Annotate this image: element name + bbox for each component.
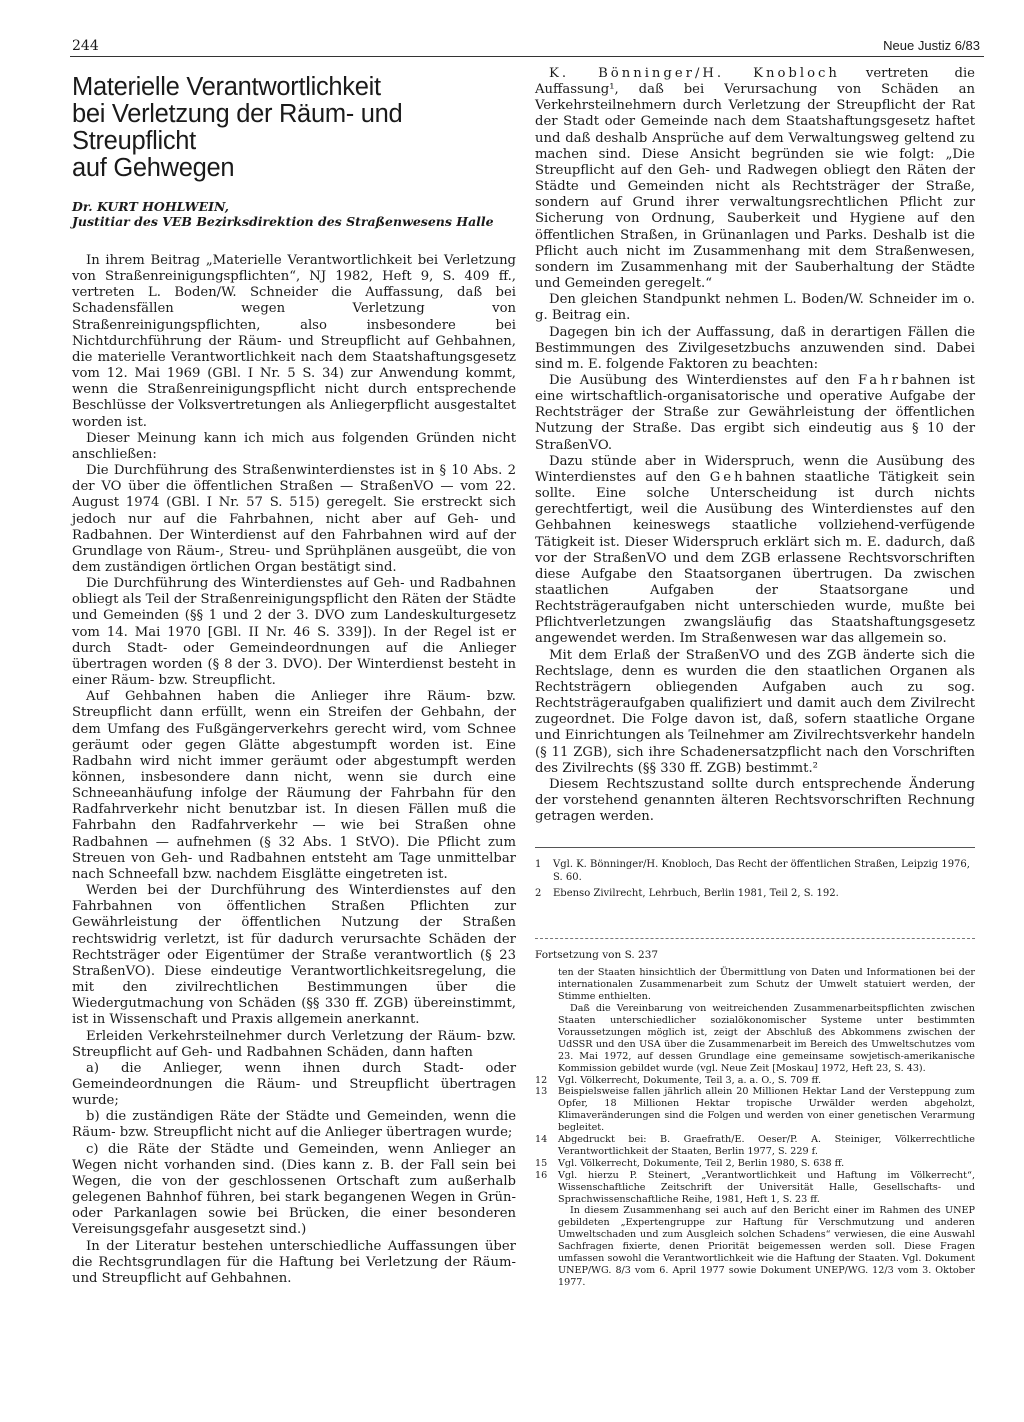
continuation-note — [535, 1086, 975, 1134]
note-number: 13 — [535, 1086, 548, 1098]
continuation-note — [535, 1075, 975, 1087]
title-line: bei Verletzung der Räum- und Streupflicht — [72, 100, 403, 155]
paragraph: Dagegen bin ich der Auffassung, daß in derartigen Fällen die Bestimmungen des Zivilgesetzbuchs anzuwenden sind. Dabei sind m. E. folgende Faktoren zu beachten: — [535, 324, 975, 372]
paragraph: Auf Gehbahnen haben die Anlieger ihre Räum- bzw. Streupflicht dann erfüllt, wenn ein Streifen der Gehbahn, der dem Umfang des Fußgängerverkehrs gerecht wird, vom Schnee geräumt oder gegen Glätte abgestumpft worden ist. Eine Radbahn wird nicht immer geräumt oder abgestumpft werden können, insbesondere dann nicht, wenn sie durch eine Schneeanhäufung infolge der Räumung der Fahrbahn für den Radfahrverkehr nicht benutzbar ist. In diesen Fällen muß die Fahrbahn den Radfahrverkehr — wie bei Straßen ohne Radbahnen — aufnehmen (§ 32 Abs. 1 StVO). Die Pflicht zum Streuen von Geh- und Radbahnen entsteht am Tage unmittelbar nach Schneefall bzw. nachdem Eisglätte eingetreten ist. — [72, 689, 516, 882]
paragraph: Mit dem Erlaß der StraßenVO und des ZGB änderte sich die Rechtslage, denn es wurden die den staatlichen Organen als Rechtsträgern obliegenden Aufgaben auch zu sog. Rechtsträgeraufgaben qualifiziert und damit auch dem Zivilrecht zugeordnet. Die Folge davon ist, daß, sofern staatliche Organe und Einrichtungen als Teilnehmer am Zivilrechtsverkehr handeln (§ 11 ZGB), sich ihre Schadenersatzpflicht nach den Vorschriften des Zivilrechts (§§ 330 ff. ZGB) bestimmt.² — [535, 647, 975, 776]
footnote-number: 1 — [535, 859, 542, 871]
paragraph: Die Durchführung des Straßenwinterdienstes ist in § 10 Abs. 2 der VO über die öffentlichen Straßen — StraßenVO — vom 22. August 1974 (GBl. I Nr. 57 S. 515) geregelt. Sie erstreckt sich jedoch nur auf die Fahrbahnen, nicht aber auf Geh- und Radbahnen. Der Winterdienst auf den Fahrbahnen wird auf der Grundlage von Räum-, Streu- und Sprühplänen ausgeübt, die von dem zuständigen örtlichen Organ bestätigt sind. — [72, 463, 516, 575]
note-text: Beispielsweise fallen jährlich allein 20 Millionen Hektar Land der Versteppung zum Opfer, 18 Millionen Hektar tropische Urwälder werden abgeholzt, Klimaveränderungen sind die Folgen und werden von einer genetischen Verarmung begleitet. — [558, 1086, 975, 1134]
right-column — [535, 66, 975, 1289]
paragraph-text: bahnen ist eine wirtschaftlich-organisatorische und operative Aufgabe der Rechtsträger der Straße zur Gewährleistung der öffentlichen Nutzung der Straße. Das ergibt sich eindeutig aus § 10 der StraßenVO. — [535, 372, 975, 453]
list-item-text: die Anlieger, wenn ihnen durch Stadt- oder Gemeindeordnungen die Räum- und Streupflicht übertragen wurde; — [72, 1060, 516, 1109]
paragraph: Erleiden Verkehrsteilnehmer durch Verletzung der Räum- bzw. Streupflicht auf Geh- und Radbahnen Schäden, dann haften — [72, 1028, 516, 1060]
note-text: Vgl. hierzu P. Steinert, „Verantwortlichkeit und Haftung im Völkerrecht“, Wissenschaftliche Zeitschrift der Universität Halle, Gesellschafts- und Sprachwissenschaftliche Reihe, 1981, Heft 1, S. 23 ff. — [558, 1169, 975, 1205]
paragraph-text: Die Ausübung des Winterdienstes auf den — [549, 372, 858, 388]
cited-authors: K. Bönninger/H. Knobloch — [549, 66, 840, 81]
list-item-label: c) — [86, 1141, 99, 1157]
note-text: Vgl. Völkerrecht, Dokumente, Teil 3, a. a. O., S. 709 ff. — [558, 1074, 822, 1086]
continuation-paragraph: ten der Staaten hinsichtlich der Übermittlung von Daten und Informationen bei der internationalen Zusammenarbeit zum Schutz der Umwelt statuiert werden, der Stimme enthielten. — [558, 967, 975, 1003]
note-number: 15 — [535, 1157, 548, 1169]
header-rule — [70, 56, 984, 57]
footnotes — [535, 858, 975, 900]
left-column — [72, 66, 516, 1287]
footnote-text: Vgl. K. Bönninger/H. Knobloch, Das Recht der öffentlichen Straßen, Leipzig 1976, S. 60. — [553, 859, 970, 884]
paragraph-text: vertreten die Auffassung¹, daß bei Verursachung von Schäden an Verkehrsteilnehmern durch Verletzung der Streupflicht der Rat der Stadt oder Gemeinde nach dem Staatshaftungsgesetz haftet und daß deshalb Ansprüche auf dem Verwaltungsweg geltend zu machen sind. Diese Ansicht begründen sie wie folgt: „Die Streupflicht auf den Geh- und Radwegen obliegt den Räten der Städte und Gemeinden nicht als Rechtsträger der Straße, sondern auf Grund ihrer verwaltungsrechtlichen Pflicht zur Sicherung von Ordnung, Sauberkeit und Hygiene auf den öffentlichen Straßen, in Grünanlagen und Parks. Deshalb ist die Pflicht auch nicht im Zusammenhang mit dem Straßenwesen, sondern im Zusammenhang mit der Sauberhaltung der Städte und Gemeinden geregelt.“ — [535, 66, 975, 292]
list-item — [72, 1109, 516, 1141]
paragraph: Diesem Rechtszustand sollte durch entsprechende Änderung der vorstehend genannten älteren Rechtsvorschriften Rechnung getragen werden. — [535, 776, 975, 825]
article-body-left — [72, 253, 516, 1287]
footnote-rule — [535, 847, 975, 848]
title-line: Materielle Verantwortlichkeit — [72, 73, 381, 101]
article-body-right — [535, 66, 975, 825]
note-number: 14 — [535, 1134, 548, 1146]
footnote — [535, 858, 975, 884]
list-item-label: a) — [86, 1060, 100, 1076]
paragraph: In der Literatur bestehen unterschiedliche Auffassungen über die Rechtsgrundlagen für die Haftung bei Verletzung der Räum- und Streupflicht auf Gehbahnen. — [72, 1238, 516, 1286]
title-line: auf Gehwegen — [72, 154, 235, 182]
paragraph: Dieser Meinung kann ich mich aus folgenden Gründen nicht anschließen: — [72, 430, 516, 462]
note-number: 12 — [535, 1074, 548, 1086]
paragraph: Die Durchführung des Winterdienstes auf Geh- und Radbahnen obliegt als Teil der Straßenreinigungspflicht den Räten der Städte und Gemeinden (§§ 1 und 2 der 3. DVO zum Landeskulturgesetz vom 14. Mai 1970 [GBl. II Nr. 46 S. 339]). In der Regel ist er durch Stadt- oder Gemeindeordnungen auf die Anlieger übertragen worden (§ 8 der 3. DVO). Der Winterdienst besteht in einer Räum- bzw. Streupflicht. — [72, 576, 516, 689]
note-text: Vgl. Völkerrecht, Dokumente, Teil 2, Berlin 1980, S. 638 ff. — [558, 1157, 845, 1169]
continuation-note — [535, 1170, 975, 1206]
paragraph-text: Dazu stünde aber in Widerspruch, wenn die Ausübung des Winterdienstes auf den — [535, 453, 975, 485]
continuation-note — [535, 1158, 975, 1170]
author-affiliation: Justitiar des VEB Bezirksdirektion des Straßenwesens Halle — [72, 214, 494, 229]
list-item-text: die zuständigen Räte der Städte und Gemeinden, wenn die Räum- bzw. Streupflicht nicht auf die Anlieger übertragen wurde; — [72, 1109, 516, 1141]
note-number: 16 — [535, 1169, 548, 1181]
paragraph — [535, 373, 975, 454]
continuation-paragraph: In diesem Zusammenhang sei auch auf den Bericht einer im Rahmen des UNEP gebildeten „Expertengruppe zur Haftung für Verschmutzung und anderen Umweltschaden und zum Ausgleich solchen Schadens“ verwiesen, die eine Auswahl Sachfragen fixierte, denen Priorität beigemessen werden soll. Diese Fragen umfassen sowohl die Verantwortlichkeit wie die Haftung der Staaten. Vgl. Dokument UNEP/WG. 8/3 vom 6. April 1977 sowie Dokument UNEP/WG. 12/3 vom 3. Oktober 1977. — [558, 1205, 975, 1288]
footnote-number: 2 — [535, 888, 542, 900]
paragraph: Den gleichen Standpunkt nehmen L. Boden/W. Schneider im o. g. Beitrag ein. — [535, 292, 975, 324]
author-block — [72, 199, 516, 229]
list-item — [72, 1142, 516, 1239]
emphasis-spaced: Geh — [709, 469, 746, 485]
paragraph: In ihrem Beitrag „Materielle Verantwortlichkeit bei Verletzung von Straßenreinigungspflichten“, NJ 1982, Heft 9, S. 409 ff., vertreten L. Boden/W. Schneider die Auffassung, daß bei Schadensfällen wegen Verletzung von Straßenreinigungspflichten, also insbesondere bei Nichtdurchführung der Räum- und Streupflicht auf Gehbahnen, die materielle Verantwortlichkeit nach dem Staatshaftungsgesetz vom 12. Mai 1969 (GBl. I Nr. 5 S. 34) zur Anwendung kommt, wenn die Straßenreinigungspflicht nicht durch entsprechende Beschlüsse der Volksvertretungen als Anliegerpflicht ausgestaltet worden ist. — [72, 253, 516, 430]
continuation-paragraph: Daß die Vereinbarung von weitreichenden Zusammenarbeitspflichten zwischen Staaten unterschiedlicher sozialökonomischer Systeme unter bestimmten Voraussetzungen möglich ist, zeigt der Abschluß des Abkommens zwischen der UdSSR und den USA über die Zusammenarbeit im Bereich des Umweltschutzes vom 23. Mai 1972, auf dessen Grundlage eine gemeinsame sowjetisch-amerikanische Kommission gebildet wurde (vgl. Neue Zeit [Moskau] 1972, Heft 23, S. 43). — [558, 1003, 975, 1074]
paragraph-text: bahnen staatliche Tätigkeit sein sollte. Eine solche Unterscheidung ist durch nichts gerechtfertigt, weil die Ausübung des Winterdienstes auf den Gehbahnen keineswegs staatliche vollziehend-verfügende Tätigkeit ist. Dieser Widerspruch erklärt sich m. E. dadurch, daß vor der StraßenVO und dem ZGB erlassene Rechtsvorschriften diese Aufgabe den Staatsorganen übertrugen. Da zwischen staatlichen Aufgaben der Staatsorgane und Rechtsträgeraufgaben nicht unterschieden wurde, mußte bei Pflichtverletzungen zwangsläufig das Staatshaftungsgesetz angewendet werden. Im Straßenwesen war das allgemein so. — [535, 469, 975, 647]
footnote — [535, 887, 975, 900]
list-item-label: b) — [86, 1109, 100, 1125]
journal-running-head: Neue Justiz 6/83 — [883, 38, 980, 53]
list-item — [72, 1061, 516, 1109]
paragraph — [535, 454, 975, 648]
emphasis-spaced: Fahr — [857, 372, 901, 388]
page-number: 244 — [72, 38, 99, 54]
paragraph — [535, 66, 975, 292]
footnote-text: Ebenso Zivilrecht, Lehrbuch, Berlin 1981, Teil 2, S. 192. — [553, 888, 839, 900]
continuation-note — [535, 1134, 975, 1158]
paragraph: Werden bei der Durchführung des Winterdienstes auf den Fahrbahnen von öffentlichen Straßen Pflichten zur Gewährleistung der öffentlichen Nutzung der Straßen rechtswidrig verletzt, ist für dadurch verursachte Schäden der Rechtsträger oder Eigentümer der Straße verantwortlich (§ 23 StraßenVO). Diese eindeutige Verantwortlichkeitsregelung, die mit den zivilrechtlichen Bestimmungen über die Wiedergutmachung von Schäden (§§ 330 ff. ZGB) übereinstimmt, ist in Wissenschaft und Praxis allgemein anerkannt. — [72, 883, 516, 1028]
continuation-heading: Fortsetzung von S. 237 — [535, 949, 659, 962]
note-text: Abgedruckt bei: B. Graefrath/E. Oeser/P. A. Steiniger, Völkerrechtliche Verantwortlichkeit der Staaten, Berlin 1977, S. 229 f. — [558, 1134, 975, 1157]
continuation-text — [535, 967, 975, 1288]
list-item-text: die Räte der Städte und Gemeinden, wenn Anlieger an Wegen nicht vorhanden sind. (Dies kann z. B. der Fall sein bei Wegen, die von der geschlossenen Ortschaft zum außerhalb gelegenen Bahnhof führen, bei stark begangenen Wegen in Grün- oder Parkanlagen sowie bei Brücken, die einer besonderen Vereisungsgefahr ausgesetzt sind.) — [72, 1141, 516, 1238]
continuation-rule — [535, 938, 975, 939]
author-name: Dr. KURT HOHLWEIN, — [72, 199, 229, 214]
article-title — [72, 74, 516, 182]
